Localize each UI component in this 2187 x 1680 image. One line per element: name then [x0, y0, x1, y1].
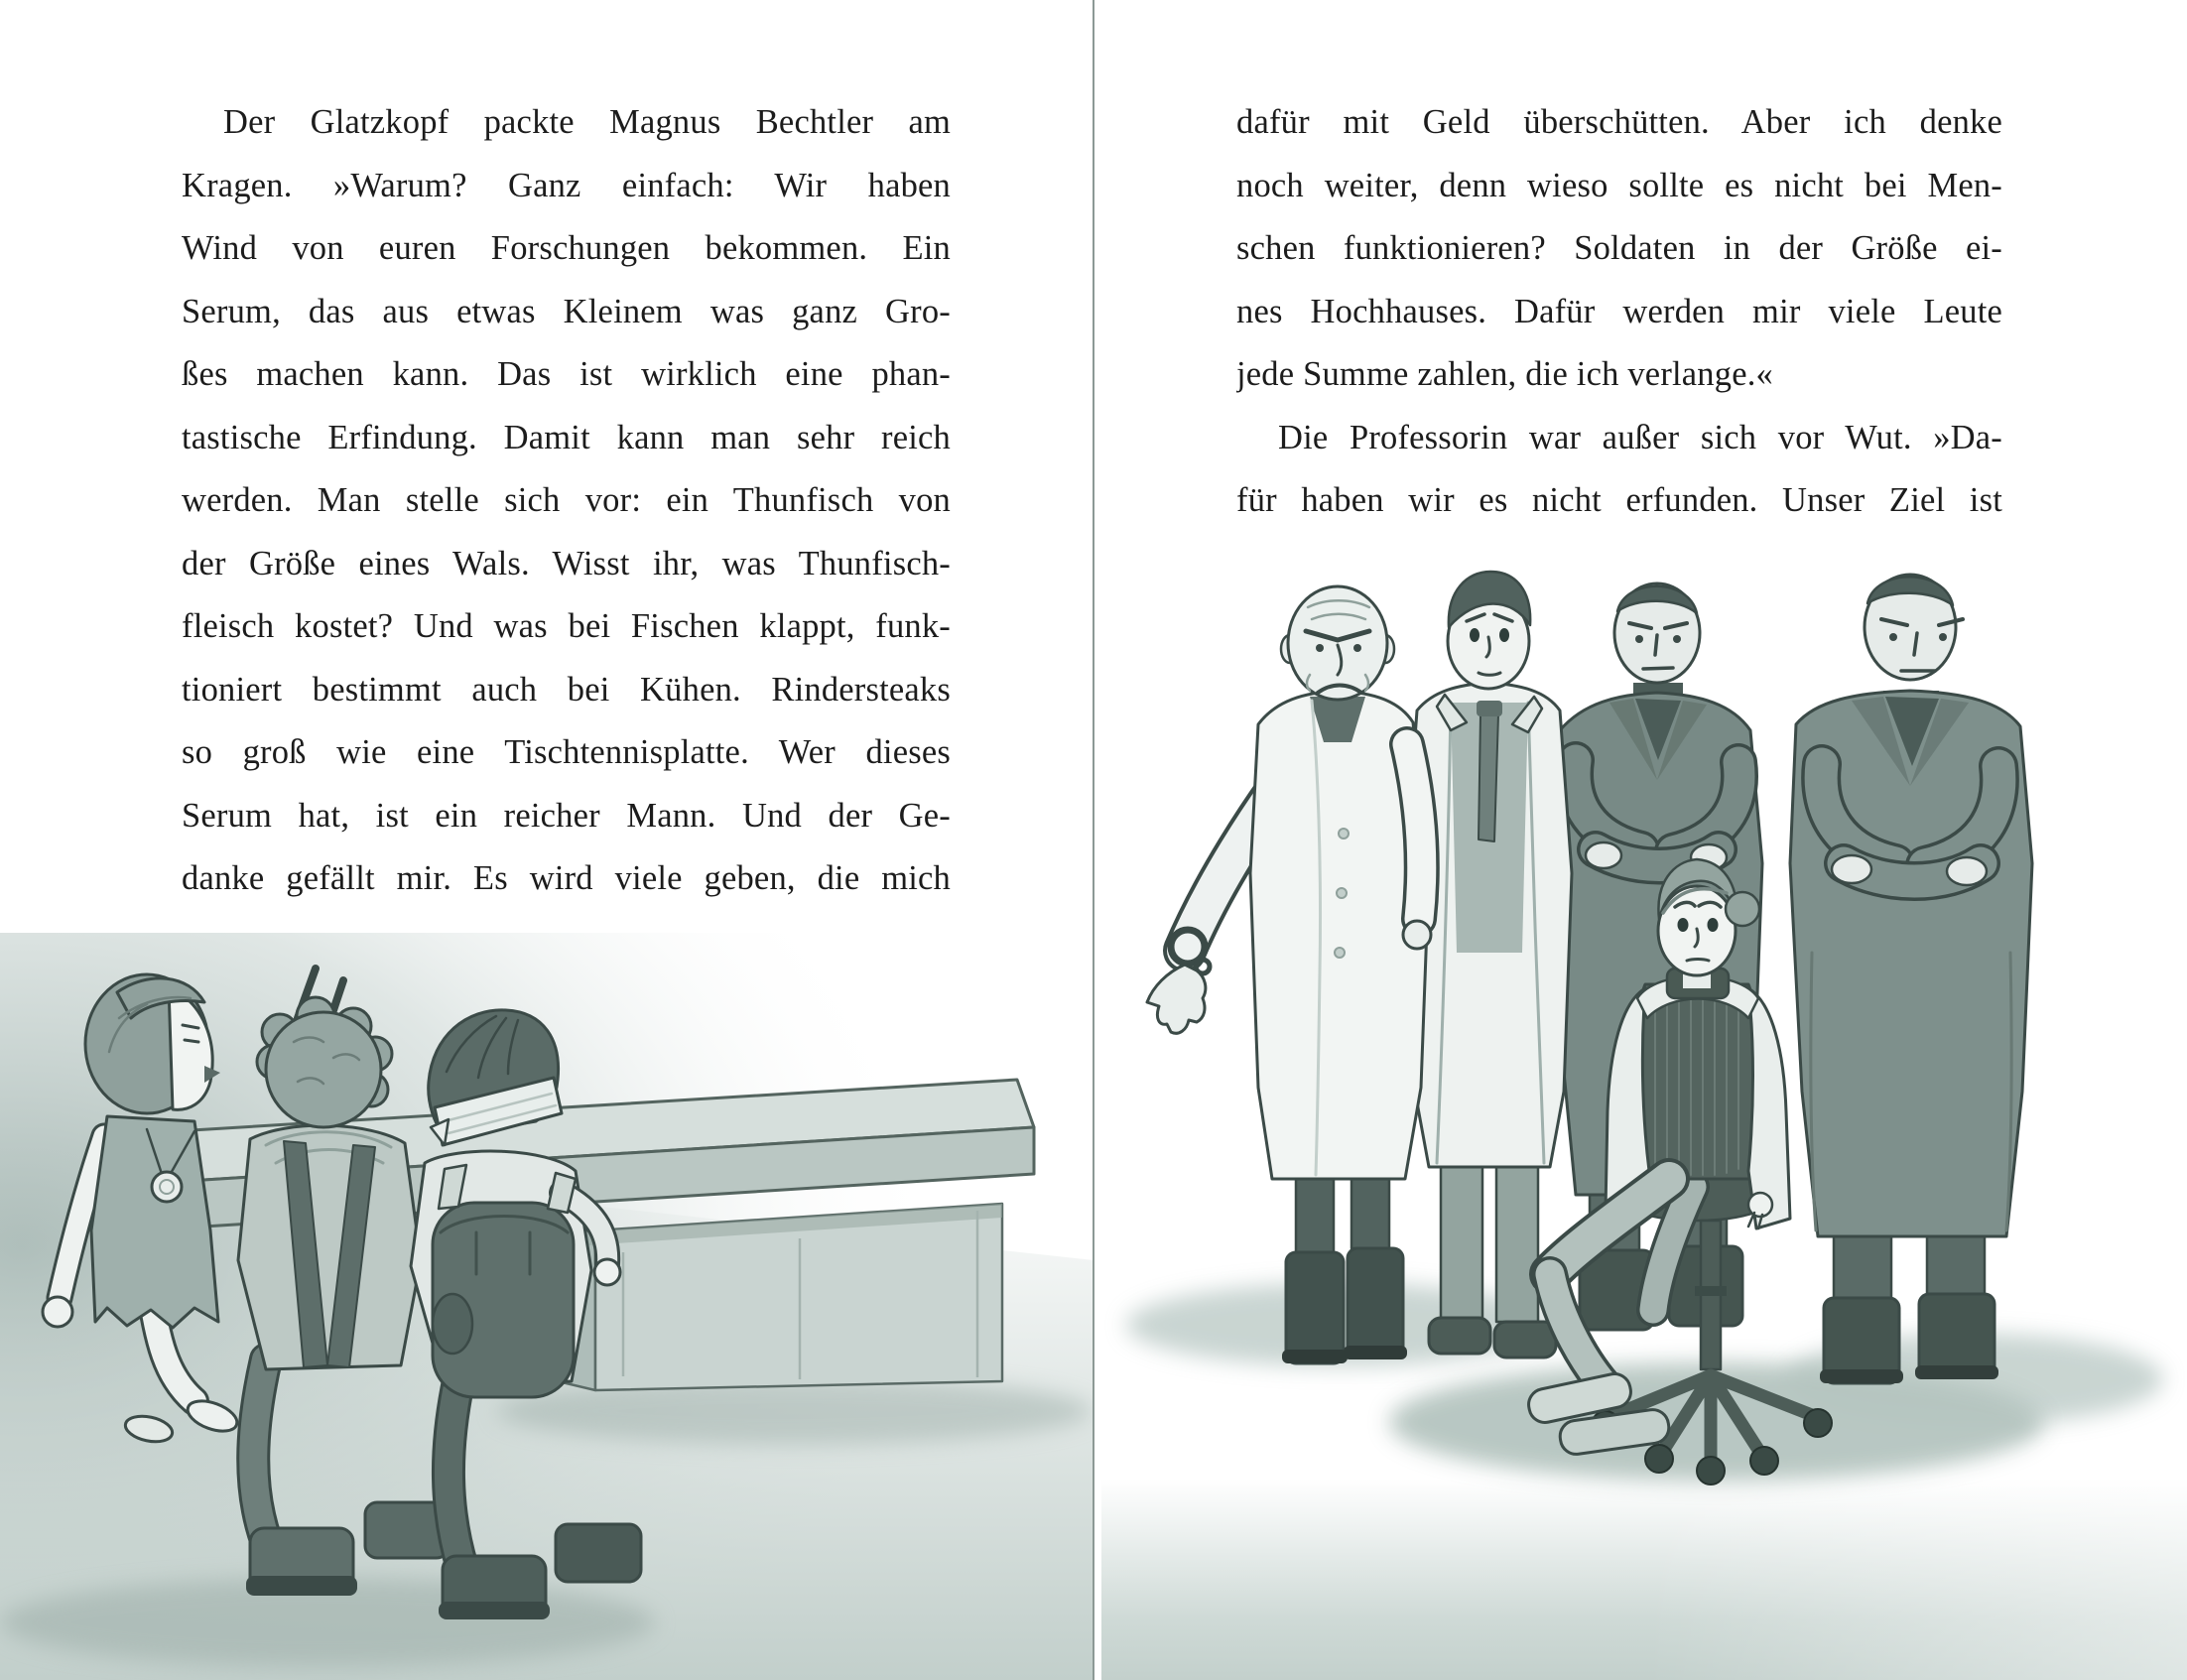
- guard-figure-right: [1790, 575, 2032, 1383]
- text-line: der Größe eines Wals. Wisst ihr, was Thunfisch-: [182, 544, 951, 582]
- medal-icon: [152, 1172, 182, 1202]
- text-line: tioniert bestimmt auch bei Kühen. Rindersteaks: [182, 670, 951, 709]
- text-line: Wind von euren Forschungen bekommen. Ein: [182, 229, 951, 267]
- text-line: Die Professorin war außer sich vor Wut. »Da-: [1278, 418, 2002, 456]
- left-page-text: [182, 91, 951, 911]
- text-line: schen funktionieren? Soldaten in der Größe ei-: [1236, 229, 2002, 267]
- left-illustration: [0, 933, 1094, 1680]
- bald-scientist-figure: [1147, 586, 1431, 1363]
- text-line: noch weiter, denn wieso sollte es nicht bei Men-: [1236, 166, 2002, 204]
- text-line: so groß wie eine Tischtennisplatte. Wer dieses: [182, 733, 951, 771]
- text-line: tastische Erfindung. Damit kann man sehr reich: [182, 418, 951, 456]
- text-line: werden. Man stelle sich vor: ein Thunfisch von: [182, 481, 951, 519]
- outstretched-hand: [1147, 965, 1206, 1033]
- young-scientist-figure: [1405, 572, 1572, 1357]
- right-page: [1094, 0, 2187, 1680]
- text-line: Kragen. »Warum? Ganz einfach: Wir haben: [182, 166, 951, 204]
- page-gutter-divider: [1093, 0, 1094, 1680]
- hair-bun: [1726, 892, 1759, 926]
- text-line: Serum hat, ist ein reicher Mann. Und der Ge-: [182, 796, 951, 835]
- text-line: fleisch kostet? Und was bei Fischen klappt, funk-: [182, 607, 951, 645]
- text-line: jede Summe zahlen, die ich verlange.«: [1236, 355, 1773, 393]
- text-line: danke gefällt mir. Es wird viele geben, die mich: [182, 859, 951, 897]
- text-line: nes Hochhauses. Dafür werden mir viele Leute: [1236, 292, 2002, 330]
- right-page-text: [1236, 91, 2002, 533]
- text-line: Serum, das aus etwas Kleinem was ganz Gro-: [182, 292, 951, 330]
- right-illustration: [1101, 536, 2187, 1680]
- text-line: Der Glatzkopf packte Magnus Bechtler am: [223, 103, 951, 141]
- text-line: ßes machen kann. Das ist wirklich eine phan-: [182, 355, 951, 393]
- text-line: dafür mit Geld überschütten. Aber ich denke: [1236, 103, 2002, 141]
- text-line: für haben wir es nicht erfunden. Unser Ziel ist: [1236, 481, 2002, 519]
